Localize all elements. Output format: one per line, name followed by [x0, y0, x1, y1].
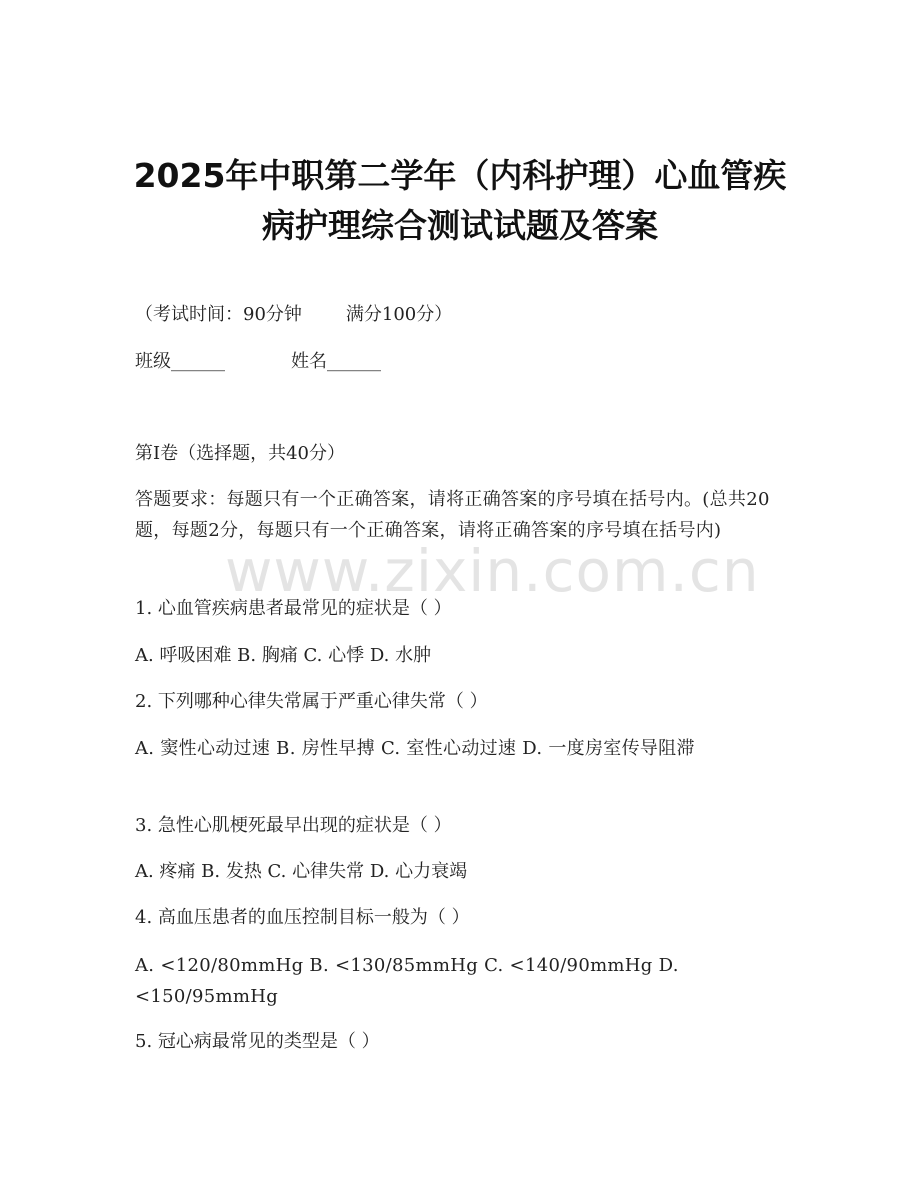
question-4-options: A. <120/80mmHg B. <130/85mmHg C. <140/90mmHg D. <150/95mmHg	[135, 955, 679, 1007]
exam-time: （考试时间：90分钟	[135, 304, 302, 325]
question-3-options: A. 疼痛 B. 发热 C. 心律失常 D. 心力衰竭	[135, 861, 468, 882]
class-field: 班级______	[135, 351, 225, 372]
section-instructions: 答题要求：每题只有一个正确答案，请将正确答案的序号填在括号内。(总共20题，每题2分，每题只有一个正确答案，请将正确答案的序号填在括号内)	[135, 489, 770, 541]
question-4-stem: 4. 高血压患者的血压控制目标一般为（ ）	[135, 907, 470, 928]
watermark: www.zixin.com.cn	[225, 537, 760, 605]
doc-title-line-1: 2025年中职第二学年（内科护理）心血管疾	[133, 156, 787, 195]
question-3-stem: 3. 急性心肌梗死最早出现的症状是（ ）	[135, 815, 452, 836]
question-1-options: A. 呼吸困难 B. 胸痛 C. 心悸 D. 水肿	[135, 645, 432, 666]
student-info	[135, 350, 775, 374]
question-2-stem: 2. 下列哪种心律失常属于严重心律失常（ ）	[135, 691, 488, 712]
exam-score: 满分100分）	[345, 304, 453, 325]
question-2-options: A. 窦性心动过速 B. 房性早搏 C. 室性心动过速 D. 一度房室传导阻滞	[135, 738, 695, 759]
question-1-stem: 1. 心血管疾病患者最常见的症状是（ ）	[135, 598, 452, 619]
section-title: 第Ⅰ卷（选择题，共40分）	[135, 443, 346, 464]
question-5-stem: 5. 冠心病最常见的类型是（ ）	[135, 1031, 380, 1052]
exam-info	[135, 303, 775, 327]
name-field: 姓名______	[291, 351, 381, 372]
doc-title-line-2: 病护理综合测试试题及答案	[262, 206, 658, 245]
